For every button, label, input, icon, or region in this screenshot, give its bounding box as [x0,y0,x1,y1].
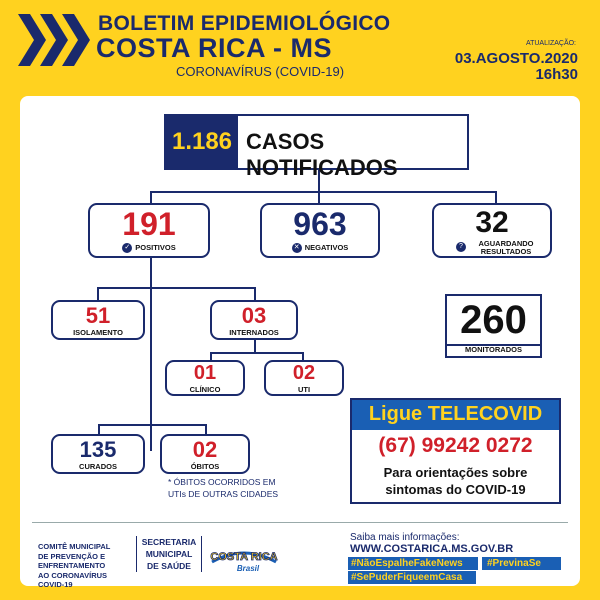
hashtag-fakenews: #NãoEspalheFakeNews [348,557,478,570]
connector-line [97,287,99,301]
update-time: 16h30 [535,66,578,83]
hashtag-previnase: #PrevinaSe [482,557,561,570]
logo-text-2: Brasil [236,564,260,573]
connector-line [97,287,255,289]
update-date: 03.AGOSTO.2020 [454,50,578,67]
connector-line [98,424,206,426]
comite-line: COMITÊ MUNICIPAL [38,542,111,551]
hashtag-fiqueemcasa: #SePuderFiqueemCasa [348,571,476,584]
obitos-footnote-line-2: UTIs DE OUTRAS CIDADES [168,489,279,499]
clinico-label: CLÍNICO [189,385,221,394]
negativos-label-row [262,243,378,253]
obitos-card [160,434,250,474]
city-title: COSTA RICA - MS [96,33,332,63]
positivos-card [88,203,210,258]
secretaria-line: SECRETARIA [141,537,197,547]
aguardando-card [432,203,552,258]
total-cases-label: CASOS NOTIFICADOS [246,129,398,180]
monitorados-value: 260 [460,298,527,342]
telecovid-title: Ligue TELECOVID [368,403,543,425]
telecovid-subtitle-1: Para orientações sobre [383,465,528,480]
secretaria-line: DE SAÚDE [147,561,191,571]
check-icon: ✓ [122,243,132,253]
telecovid-box [350,398,561,504]
isolamento-card [51,300,145,340]
total-cases-value: 1.186 [171,128,233,155]
obitos-footnote-line-1: * ÓBITOS OCORRIDOS EM [168,477,276,487]
uti-card [264,360,344,396]
aguardando-label [448,240,564,256]
uti-label: UTI [297,385,311,394]
clinico-value: 01 [193,362,217,384]
positivos-label-row [90,243,208,253]
aguardando-label-2: RESULTADOS [480,247,532,256]
negativos-label: NEGATIVOS [304,243,349,252]
info-text: Saiba mais informações: [350,532,460,543]
comite-line: DE PREVENÇÃO E [38,551,106,561]
connector-line [254,287,256,301]
monitorados-label: MONITORADOS [465,345,522,354]
secretaria-text [136,536,202,572]
bulletin-title: BOLETIM EPIDEMIOLÓGICO [98,12,391,35]
negativos-value: 963 [293,206,347,242]
close-icon: ✕ [292,243,302,253]
costa-rica-logo [208,540,280,576]
update-label: ATUALIZAÇÃO: [525,40,576,47]
curados-card [51,434,145,474]
positivos-label: POSITIVOS [135,243,176,252]
connector-line [150,191,496,193]
curados-value: 135 [79,437,117,462]
comite-line: ENFRENTAMENTO [38,561,106,570]
obitos-label: ÓBITOS [190,462,220,471]
obitos-footnote [168,476,278,500]
aguardando-value: 32 [475,206,509,239]
isolamento-value: 51 [85,303,111,328]
logo-text-1: COSTA RICA [210,551,278,563]
curados-label: CURADOS [79,462,117,471]
question-icon: ? [456,242,466,252]
uti-value: 02 [292,362,316,384]
total-cases-box [164,114,469,180]
clinico-card [165,360,245,396]
internados-card [210,300,298,340]
connector-line [210,352,302,354]
negativos-card [260,203,380,258]
website-link[interactable]: WWW.COSTARICA.MS.GOV.BR [350,543,514,555]
comite-line: COVID-19 [38,580,73,589]
disease-subtitle: CORONAVÍRUS (COVID-19) [176,64,345,79]
telecovid-subtitle-2: sintomas do COVID-19 [385,482,526,497]
positivos-value: 191 [122,206,176,242]
comite-line: AO CORONAVÍRUS [38,570,108,580]
internados-value: 03 [241,303,267,328]
obitos-value: 02 [192,437,218,462]
chevron-right-icon [62,14,90,66]
secretaria-line: MUNICIPAL [145,549,193,559]
telecovid-phone[interactable]: (67) 99242 0272 [378,434,533,457]
aguardando-label-1: AGUARDANDO [478,239,534,248]
isolamento-label: ISOLAMENTO [73,328,123,337]
monitorados-card [445,294,542,358]
internados-label: INTERNADOS [229,328,279,337]
comite-text [38,542,110,590]
footer-divider [32,522,568,523]
